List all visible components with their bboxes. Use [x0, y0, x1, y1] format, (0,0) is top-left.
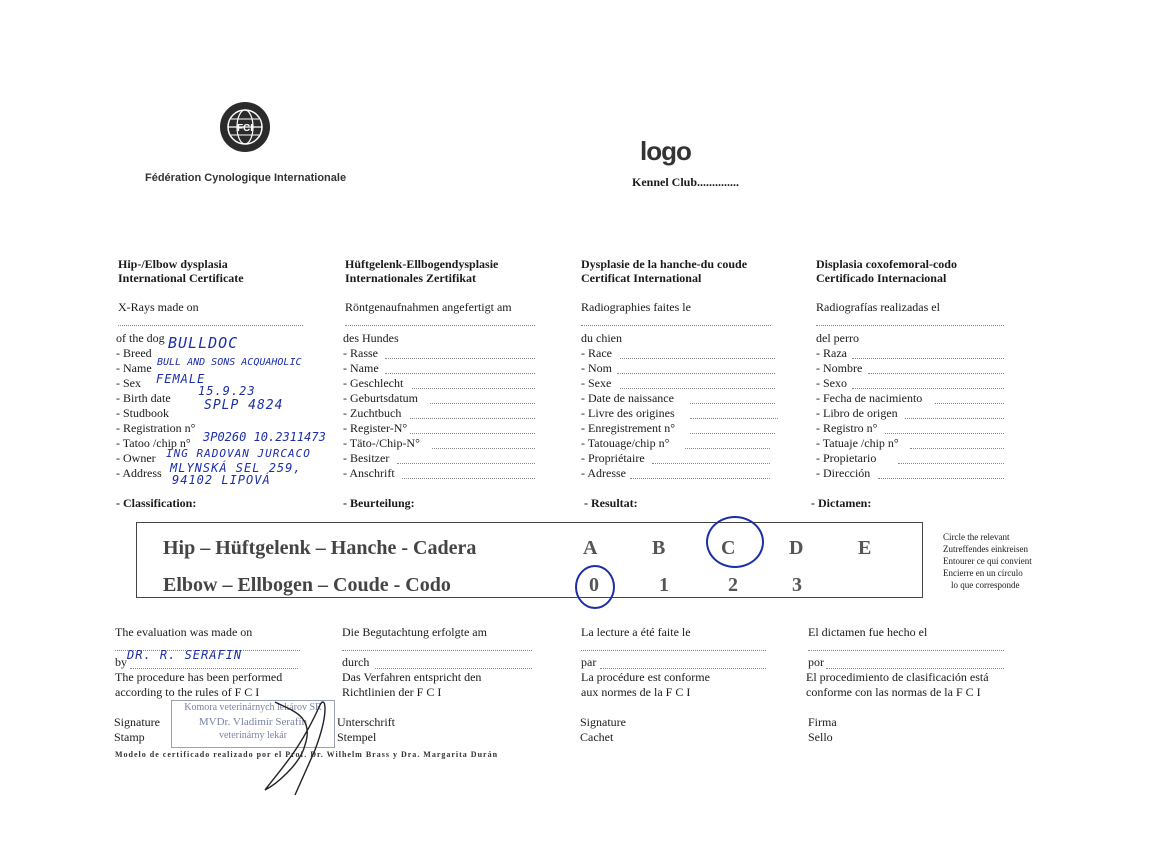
field-es-propietario: - Propietario — [816, 451, 877, 465]
dotline — [878, 478, 1004, 479]
field-fr-race: - Race — [581, 346, 612, 360]
class-de: - Beurteilung: — [343, 496, 415, 510]
sig-fr: Signature Cachet — [580, 715, 626, 744]
by-es-line — [826, 668, 1004, 669]
by-fr: par — [581, 655, 597, 669]
field-es-sexo: - Sexo — [816, 376, 847, 390]
fci-org-name: Fédération Cynologique Internationale — [145, 172, 347, 184]
dotline — [685, 448, 770, 449]
hand-studbook: SPLP 4824 — [204, 398, 284, 413]
field-en-name: - Name — [116, 361, 152, 375]
hand-name: BULL AND SONS ACQUAHOLIC — [157, 357, 302, 368]
dotline — [905, 418, 1004, 419]
field-fr-naissance: - Date de naissance — [581, 391, 674, 405]
field-en-breed: - Breed — [116, 346, 152, 360]
dotline — [617, 373, 775, 374]
hand-address1: MLYNSKÁ SEL 259, — [170, 461, 302, 475]
xrays-en-line — [118, 325, 303, 326]
hip-grade-e: E — [858, 537, 872, 559]
hip-grade-c: C — [721, 537, 736, 559]
proc-de: Das Verfahren entspricht den Richtlinien der F C I — [342, 670, 482, 699]
elbow-label: Elbow – Ellbogen – Coude - Codo — [163, 574, 451, 596]
dotline — [412, 388, 535, 389]
hand-birth: 15.9.23 — [198, 384, 256, 398]
sig-en: Signature Stamp — [114, 715, 160, 744]
class-es: - Dictamen: — [811, 496, 872, 510]
circle-note: Circle the relevant Zutreffendes einkreisen Entourer ce qui convient Encierre en un círculo lo que corresponde — [943, 532, 1032, 590]
dotline — [690, 418, 778, 419]
footer-credit: Modelo de certificado realizado por el Prof. Dr. Wilhelm Brass y Dra. Margarita Durán — [115, 750, 499, 759]
dotline — [885, 433, 1004, 434]
dotline — [935, 403, 1004, 404]
hand-breed: BULLDOC — [168, 334, 239, 352]
eval-fr: La lecture a été faite le — [581, 625, 691, 639]
dog-en: of the dog — [116, 331, 165, 345]
elbow-grade-1: 1 — [659, 574, 669, 596]
field-en-registration: - Registration n° — [116, 421, 196, 435]
dotline — [410, 433, 535, 434]
proc-es: El procedimiento de clasificación está conforme con las normas de la F C I — [806, 670, 989, 699]
xrays-en: X-Rays made on — [118, 300, 199, 314]
title-en: Hip-/Elbow dysplasia International Certificate — [118, 257, 244, 285]
field-es-raza: - Raza — [816, 346, 847, 360]
hip-grade-a: A — [583, 537, 598, 559]
eval-es-line — [808, 650, 1004, 651]
dotline — [630, 478, 770, 479]
field-fr-sexe: - Sexe — [581, 376, 612, 390]
dog-fr: du chien — [581, 331, 622, 345]
xrays-fr-line — [581, 325, 771, 326]
title-de: Hüftgelenk-Ellbogendysplasie Internationales Zertifikat — [345, 257, 499, 285]
fci-logo — [218, 100, 272, 154]
kennel-club-label: Kennel Club.............. — [632, 175, 740, 189]
stamp-line2: MVDr. Vladimír Serafín — [198, 716, 308, 728]
field-de-anschrift: - Anschrift — [343, 466, 395, 480]
club-logo: logo — [640, 136, 691, 166]
field-fr-adresse: - Adresse — [581, 466, 626, 480]
field-fr-enregistrement: - Enregistrement n° — [581, 421, 676, 435]
field-de-name: - Name — [343, 361, 379, 375]
hand-chip: 3P0260 10.2311473 — [203, 430, 326, 444]
dotline — [690, 403, 775, 404]
class-fr: - Resultat: — [584, 496, 638, 510]
hand-address2: 94102 LIPOVÁ — [172, 473, 271, 487]
dotline — [852, 358, 1004, 359]
sig-es: Firma Sello — [808, 715, 837, 744]
eval-en: The evaluation was made on — [115, 625, 253, 639]
field-en-birth: - Birth date — [116, 391, 171, 405]
field-de-besitzer: - Besitzer — [343, 451, 390, 465]
eval-fr-line — [581, 650, 766, 651]
eval-de: Die Begutachtung erfolgte am — [342, 625, 487, 639]
xrays-de: Röntgenaufnahmen angefertigt am — [345, 300, 512, 314]
xrays-es-line — [816, 325, 1004, 326]
dog-es: del perro — [816, 331, 859, 345]
stamp-line3: veterinárny lekár — [218, 730, 288, 741]
eval-de-line — [342, 650, 532, 651]
hip-selected-circle — [706, 516, 764, 568]
eval-es: El dictamen fue hecho el — [808, 625, 928, 639]
svg-text:FCI: FCI — [236, 123, 254, 134]
field-es-registro: - Registro n° — [816, 421, 878, 435]
proc-en: The procedure has been performed according to the rules of F C I — [115, 670, 283, 699]
field-en-chip: - Tatoo /chip n° — [116, 436, 191, 450]
dog-de: des Hundes — [343, 331, 399, 345]
field-en-owner: - Owner — [116, 451, 156, 465]
hip-grade-d: D — [789, 537, 804, 559]
dotline — [430, 403, 535, 404]
elbow-selected-circle — [575, 565, 615, 609]
field-de-rasse: - Rasse — [343, 346, 378, 360]
field-fr-chip: - Tatouage/chip n° — [581, 436, 670, 450]
dotline — [432, 448, 535, 449]
hand-examiner: DR. R. SERAFIN — [127, 648, 243, 662]
by-fr-line — [600, 668, 766, 669]
by-de: durch — [342, 655, 370, 669]
proc-fr: La procédure est conforme aux normes de la F C I — [581, 670, 710, 699]
field-es-libro: - Libro de origen — [816, 406, 898, 420]
field-es-nacimiento: - Fecha de nacimiento — [816, 391, 923, 405]
stamp-line1: Komora veterinárnych lekárov SR — [184, 702, 322, 713]
dotline — [402, 478, 535, 479]
field-es-chip: - Tatuaje /chip n° — [816, 436, 899, 450]
dotline — [652, 463, 770, 464]
dotline — [620, 388, 775, 389]
title-es: Displasia coxofemoral-codo Certificado Internacional — [816, 257, 957, 285]
fci-globe-icon — [218, 100, 272, 154]
field-de-geburtsdatum: - Geburtsdatum — [343, 391, 418, 405]
results-box — [136, 522, 923, 598]
by-de-line — [375, 668, 532, 669]
field-en-studbook: - Studbook — [116, 406, 170, 420]
dotline — [690, 433, 775, 434]
hip-grade-b: B — [652, 537, 666, 559]
by-es: por — [808, 655, 824, 669]
xrays-fr: Radiographies faites le — [581, 300, 691, 314]
field-fr-nom: - Nom — [581, 361, 612, 375]
hip-label: Hip – Hüftgelenk – Hanche - Cadera — [163, 537, 477, 559]
field-en-sex: - Sex — [116, 376, 141, 390]
title-fr: Dysplasie de la hanche-du coude Certificat International — [581, 257, 748, 285]
by-en-line — [130, 668, 298, 669]
hand-owner: ING RADOVAN JURCACO — [166, 447, 311, 460]
dotline — [385, 358, 535, 359]
elbow-grade-3: 3 — [792, 574, 802, 596]
xrays-es: Radiografías realizadas el — [816, 300, 940, 314]
dotline — [852, 388, 1004, 389]
field-de-geschlecht: - Geschlecht — [343, 376, 404, 390]
field-es-direccion: - Dirección — [816, 466, 871, 480]
dotline — [898, 463, 1004, 464]
field-en-address: - Address — [116, 466, 162, 480]
signature-scribble — [245, 690, 355, 800]
field-de-zuchtbuch: - Zuchtbuch — [343, 406, 402, 420]
sig-de: Unterschrift Stempel — [337, 715, 395, 744]
dotline — [620, 358, 775, 359]
field-fr-livre: - Livre des origines — [581, 406, 675, 420]
elbow-grade-2: 2 — [728, 574, 738, 596]
field-fr-proprietaire: - Propriétaire — [581, 451, 645, 465]
dotline — [868, 373, 1004, 374]
by-en: by — [115, 655, 127, 669]
field-de-register: - Register-N° — [343, 421, 408, 435]
dotline — [385, 373, 535, 374]
field-es-nombre: - Nombre — [816, 361, 863, 375]
dotline — [410, 418, 535, 419]
hand-sex: FEMALE — [156, 372, 206, 386]
class-en: - Classification: — [116, 496, 197, 510]
elbow-grade-0: 0 — [589, 574, 599, 596]
xrays-de-line — [345, 325, 535, 326]
dotline — [910, 448, 1004, 449]
dotline — [397, 463, 535, 464]
field-de-chip: - Täto-/Chip-N° — [343, 436, 420, 450]
